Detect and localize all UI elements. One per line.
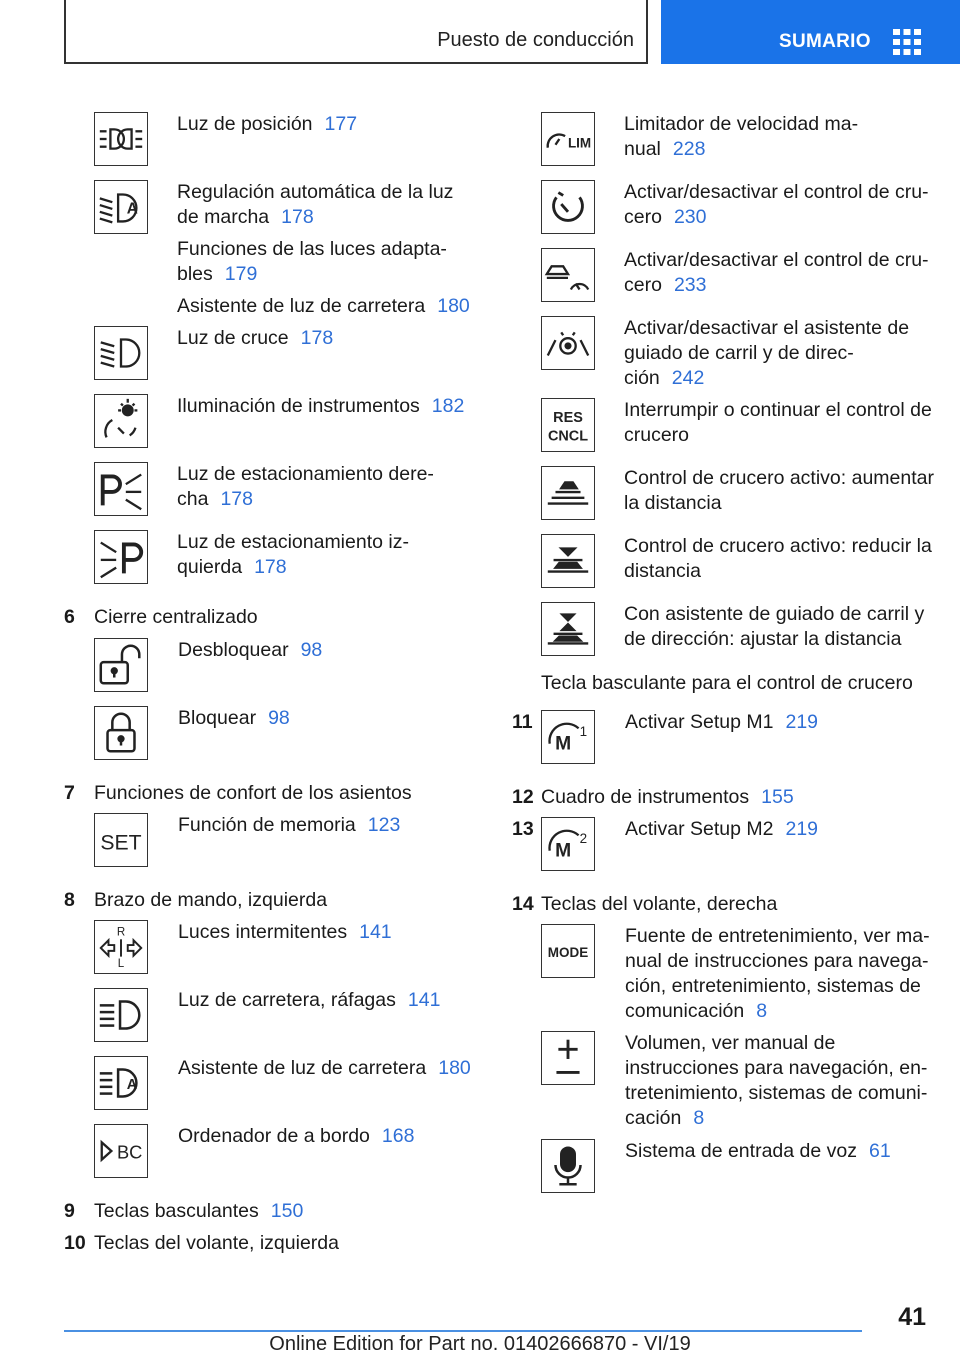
svg-text:A: A xyxy=(126,1076,138,1093)
list-item: Activar Setup M1 219 xyxy=(625,711,819,733)
m1-icon xyxy=(541,710,595,764)
section-heading: Teclas del volante, derecha xyxy=(541,893,778,915)
svg-text:CNCL: CNCL xyxy=(547,428,589,445)
list-item: Volumen, ver manual de instrucciones para navegación, en-tretenimiento, sistemas de comuni-cación 8 xyxy=(625,1032,928,1129)
high-beam-assist-icon xyxy=(94,1056,148,1110)
svg-text:M: M xyxy=(555,733,572,755)
svg-text:LIM: LIM xyxy=(567,135,592,151)
svg-text:2: 2 xyxy=(579,831,588,847)
svg-text:A: A xyxy=(126,200,138,218)
footer-divider xyxy=(64,1330,862,1332)
high-beam-icon xyxy=(94,988,148,1042)
list-item: Interrumpir o continuar el control de crucero xyxy=(624,399,932,446)
list-item: Asistente de luz de carretera 180 xyxy=(177,295,470,317)
list-item: Regulación automática de la luz de marcha 178 xyxy=(177,181,454,228)
list-item: Iluminación de instrumentos 182 xyxy=(177,395,465,417)
lane-steering-assist-icon xyxy=(541,316,595,370)
list-item: Control de crucero activo: aumentar la distancia xyxy=(624,467,934,514)
section-title: Puesto de conducción xyxy=(437,29,634,51)
svg-text:MODE: MODE xyxy=(547,944,589,960)
list-item: Luz de cruce 178 xyxy=(177,327,334,349)
low-beam-icon xyxy=(94,326,148,380)
list-item: Activar/desactivar el asistente de guiado de carril y de direc-ción 242 xyxy=(624,317,910,389)
auto-headlight-icon xyxy=(94,180,148,234)
mode-icon xyxy=(541,924,595,978)
svg-text:RES: RES xyxy=(553,410,583,427)
lock-icon xyxy=(94,706,148,760)
distance-decrease-icon xyxy=(541,534,595,588)
distance-increase-icon xyxy=(541,466,595,520)
grid-icon xyxy=(893,29,921,55)
res-cncl-icon xyxy=(541,398,595,452)
list-item xyxy=(177,112,477,137)
m2-icon xyxy=(541,817,595,871)
list-item: Con asistente de guiado de carril y de dirección: ajustar la distancia xyxy=(624,603,925,650)
section-heading: Teclas del volante, izquierda xyxy=(94,1232,339,1254)
page-number: 41 xyxy=(898,1303,926,1331)
position-light-icon xyxy=(94,112,148,166)
parking-light-right-icon xyxy=(94,462,148,516)
section-number: 12 xyxy=(512,786,534,808)
turn-signal-icon xyxy=(94,920,148,974)
section-heading: Cuadro de instrumentos 155 xyxy=(541,786,794,808)
svg-text:M: M xyxy=(555,840,572,862)
section-number: 8 xyxy=(64,889,75,911)
list-item: Ordenador de a bordo 168 xyxy=(178,1125,415,1147)
list-item: Control de crucero activo: reducir la distancia xyxy=(624,535,932,582)
instrument-lighting-icon xyxy=(94,394,148,448)
svg-text:BC: BC xyxy=(116,1141,143,1163)
cruise-control-car-icon xyxy=(541,248,595,302)
sumario-button[interactable] xyxy=(661,0,960,64)
list-item: Luz de estacionamiento dere-cha 178 xyxy=(177,463,434,510)
svg-text:SET: SET xyxy=(100,831,142,855)
list-item: Desbloquear 98 xyxy=(178,639,323,661)
section-number: 14 xyxy=(512,893,534,915)
footer-edition-text: Online Edition for Part no. 01402666870 - VI/19 xyxy=(269,1333,691,1355)
voice-input-icon xyxy=(541,1139,595,1193)
section-heading: Cierre centralizado xyxy=(94,606,258,628)
section-heading: Funciones de confort de los asientos xyxy=(94,782,412,804)
list-item: Función de memoria 123 xyxy=(178,814,401,836)
onboard-computer-icon xyxy=(94,1124,148,1178)
unlock-icon xyxy=(94,638,148,692)
list-item: Activar/desactivar el control de cru-cero 230 xyxy=(624,181,929,228)
section-number: 11 xyxy=(512,711,533,733)
header-section-box xyxy=(64,0,648,64)
sumario-label: SUMARIO xyxy=(779,31,871,52)
section-heading: Teclas basculantes 150 xyxy=(94,1200,304,1222)
distance-adjust-icon xyxy=(541,602,595,656)
page-ref-link[interactable]: 177 xyxy=(324,113,358,135)
section-number: 6 xyxy=(64,606,75,628)
set-icon xyxy=(94,813,148,867)
parking-light-left-icon xyxy=(94,530,148,584)
list-item: Sistema de entrada de voz 61 xyxy=(625,1140,891,1162)
speed-limiter-icon xyxy=(541,112,595,166)
list-item: Luz de carretera, ráfagas 141 xyxy=(178,989,441,1011)
svg-text:R: R xyxy=(116,926,126,939)
section-number: 7 xyxy=(64,782,75,804)
list-item: Luces intermitentes 141 xyxy=(178,921,392,943)
svg-text:1: 1 xyxy=(579,724,588,740)
volume-icon xyxy=(541,1031,595,1085)
svg-text:L: L xyxy=(117,958,125,971)
list-item: Fuente de entretenimiento, ver ma-nual de instrucciones para navega-ción, entretenimiento, sistemas de comunicación 8 xyxy=(625,925,930,1022)
list-item: Activar/desactivar el control de cru-cero 233 xyxy=(624,249,929,296)
section-number: 9 xyxy=(64,1200,75,1222)
list-item: Limitador de velocidad ma-nual 228 xyxy=(624,113,859,160)
list-item: Activar Setup M2 219 xyxy=(625,818,819,840)
list-item: Luz de estacionamiento iz-quierda 178 xyxy=(177,531,409,578)
section-number: 13 xyxy=(512,818,534,840)
list-item: Bloquear 98 xyxy=(178,707,290,729)
list-item: Asistente de luz de carretera 180 xyxy=(178,1057,471,1079)
item-label: Luz de posición xyxy=(177,113,313,135)
section-heading: Brazo de mando, izquierda xyxy=(94,889,328,911)
section-number: 10 xyxy=(64,1232,86,1254)
rocker-key-caption: Tecla basculante para el control de crucero xyxy=(541,672,913,694)
list-item: Funciones de las luces adapta-bles 179 xyxy=(177,238,447,285)
cruise-control-icon xyxy=(541,180,595,234)
